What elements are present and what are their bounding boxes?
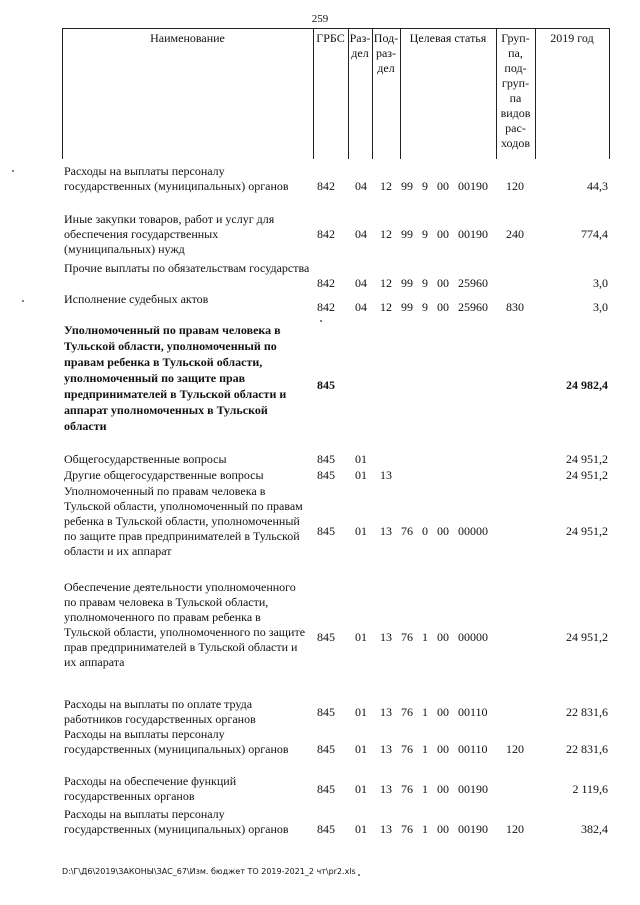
row-podrazdel: 12 xyxy=(380,179,392,193)
header-name: Наименование xyxy=(150,31,225,45)
row-razdel: 01 xyxy=(355,630,367,644)
row-sum: 24 951,2 xyxy=(566,524,608,538)
row-grbs: 845 xyxy=(317,630,335,644)
row-sum: 44,3 xyxy=(587,179,608,193)
row-podrazdel: 13 xyxy=(380,782,392,796)
row-group: 120 xyxy=(506,822,524,836)
row-razdel: 04 xyxy=(355,300,367,314)
row-group: 120 xyxy=(506,179,524,193)
header-divider xyxy=(609,28,610,159)
table-header xyxy=(0,28,640,159)
row-grbs: 845 xyxy=(317,782,335,796)
row-sum: 24 982,4 xyxy=(566,378,608,392)
row-target: 99 9 00 00190 xyxy=(401,179,488,193)
header-target: Целевая статья xyxy=(409,31,487,45)
row-target: 76 0 00 00000 xyxy=(401,524,488,538)
row-grbs: 845 xyxy=(317,468,335,482)
row-grbs: 845 xyxy=(317,705,335,719)
row-sum: 3,0 xyxy=(593,276,608,290)
row-target: 76 1 00 00110 xyxy=(401,742,488,756)
row-name: Расходы на выплаты персоналу государственных (муниципальных) органов xyxy=(64,807,289,836)
row-target: 76 1 00 00190 xyxy=(401,822,488,836)
row-grbs: 842 xyxy=(317,179,335,193)
row-grbs: 845 xyxy=(317,742,335,756)
row-razdel: 04 xyxy=(355,179,367,193)
row-group: 240 xyxy=(506,227,524,241)
row-sum: 22 831,6 xyxy=(566,705,608,719)
row-target: 99 9 00 25960 xyxy=(401,276,488,290)
scan-speck xyxy=(22,300,24,302)
row-sum: 22 831,6 xyxy=(566,742,608,756)
header-divider xyxy=(400,28,401,159)
header-divider xyxy=(313,28,314,159)
header-divider xyxy=(535,28,536,159)
row-name: Общегосударственные вопросы xyxy=(64,452,227,466)
row-sum: 774,4 xyxy=(581,227,608,241)
row-target: 99 9 00 00190 xyxy=(401,227,488,241)
row-name: Исполнение судебных актов xyxy=(64,292,209,306)
row-razdel: 01 xyxy=(355,452,367,466)
row-group: 120 xyxy=(506,742,524,756)
row-razdel: 01 xyxy=(355,782,367,796)
row-grbs: 842 xyxy=(317,276,335,290)
row-target: 76 1 00 00190 xyxy=(401,782,488,796)
row-sum: 382,4 xyxy=(581,822,608,836)
row-sum: 24 951,2 xyxy=(566,630,608,644)
row-podrazdel: 13 xyxy=(380,630,392,644)
row-name: Обеспечение деятельности уполномоченного по правам человека в Тульской области, уполномоченного по правам ребенка в Тульской области, уполномоченного по защите прав предпринимателей в Тульской области и их аппарата xyxy=(64,580,306,669)
row-razdel: 01 xyxy=(355,468,367,482)
header-razdel: Раз- дел xyxy=(349,31,371,60)
footer-file-path: D:\Г\Д6\2019\ЗАКОНЫ\ЗАС_67\Изм. бюджет ТО 2019-2021_2 чт\pr2.xls xyxy=(62,867,356,876)
header-top-border xyxy=(62,28,609,29)
row-target: 76 1 00 00000 xyxy=(401,630,488,644)
scan-speck xyxy=(320,320,322,322)
row-razdel: 04 xyxy=(355,227,367,241)
row-grbs: 845 xyxy=(317,524,335,538)
header-podrazdel: Под- раз- дел xyxy=(373,31,399,75)
row-name: Расходы на выплаты персоналу государственных (муниципальных) органов xyxy=(64,727,289,756)
row-podrazdel: 13 xyxy=(380,742,392,756)
row-group: 830 xyxy=(506,300,524,314)
row-name: Уполномоченный по правам человека в Тульской области, уполномоченный по правам ребенка в Тульской области, уполномоченный по защите прав предпринимателей в Тульской области и их аппарат xyxy=(64,484,303,558)
row-target: 99 9 00 25960 xyxy=(401,300,488,314)
row-podrazdel: 13 xyxy=(380,524,392,538)
row-podrazdel: 13 xyxy=(380,822,392,836)
row-name: Расходы на выплаты по оплате труда работников государственных органов xyxy=(64,697,256,726)
row-target: 76 1 00 00110 xyxy=(401,705,488,719)
row-podrazdel: 12 xyxy=(380,300,392,314)
row-razdel: 04 xyxy=(355,276,367,290)
header-group: Груп- па, под- груп- па видов рас- ходов xyxy=(500,31,531,150)
scan-speck xyxy=(12,170,14,172)
row-grbs: 842 xyxy=(317,227,335,241)
row-name: Уполномоченный по правам человека в Тульской области, уполномоченный по правам ребенка в Тульской области, уполномоченный по защите прав предпринимателей в Тульской области и аппарат уполномоченных в Тульской области xyxy=(64,323,287,433)
header-divider xyxy=(62,28,63,159)
row-sum: 2 119,6 xyxy=(572,782,608,796)
row-sum: 24 951,2 xyxy=(566,452,608,466)
row-name: Другие общегосударственные вопросы xyxy=(64,468,264,482)
row-sum: 24 951,2 xyxy=(566,468,608,482)
row-podrazdel: 13 xyxy=(380,705,392,719)
row-grbs: 845 xyxy=(317,452,335,466)
header-grbs: ГРБС xyxy=(316,31,345,45)
row-grbs: 842 xyxy=(317,300,335,314)
scan-speck xyxy=(358,874,360,876)
row-razdel: 01 xyxy=(355,705,367,719)
row-podrazdel: 12 xyxy=(380,227,392,241)
row-podrazdel: 12 xyxy=(380,276,392,290)
page-number: 259 xyxy=(311,13,329,25)
row-grbs: 845 xyxy=(317,378,335,392)
row-razdel: 01 xyxy=(355,524,367,538)
row-name: Расходы на выплаты персоналу государственных (муниципальных) органов xyxy=(64,164,289,193)
row-podrazdel: 13 xyxy=(380,468,392,482)
row-name: Расходы на обеспечение функций государственных органов xyxy=(64,774,237,803)
row-razdel: 01 xyxy=(355,822,367,836)
row-name: Прочие выплаты по обязательствам государства xyxy=(64,261,310,275)
row-razdel: 01 xyxy=(355,742,367,756)
row-name: Иные закупки товаров, работ и услуг для обеспечения государственных (муниципальных) нужд xyxy=(64,212,275,256)
row-grbs: 845 xyxy=(317,822,335,836)
row-sum: 3,0 xyxy=(593,300,608,314)
header-year: 2019 год xyxy=(550,31,594,45)
